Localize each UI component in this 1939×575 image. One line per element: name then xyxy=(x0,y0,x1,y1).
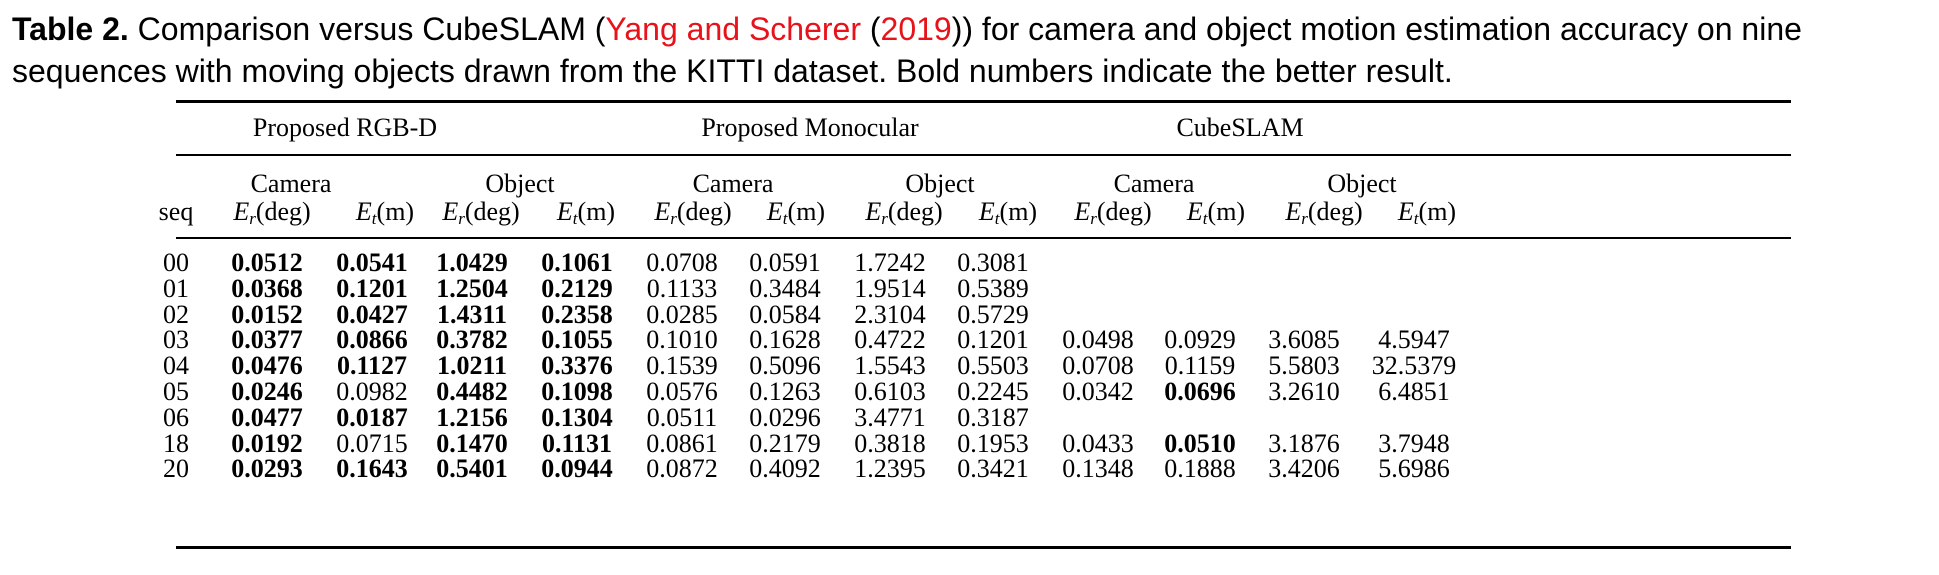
seq-cell: 04 xyxy=(163,351,189,381)
value-cell: 1.0429 xyxy=(436,248,508,277)
value-cell: 0.0511 xyxy=(646,402,718,432)
value-cell: 0.0982 xyxy=(336,377,408,406)
value-cell: 1.7242 xyxy=(854,248,926,277)
value-cell: 0.0576 xyxy=(646,377,718,406)
value-cell: 0.3376 xyxy=(541,351,613,381)
group-header: Proposed Monocular xyxy=(701,113,919,142)
value-cell: 1.4311 xyxy=(436,299,508,329)
value-cell: 0.3187 xyxy=(957,402,1029,432)
citation-year-link[interactable]: 2019 xyxy=(880,11,952,47)
value-cell: 0.1061 xyxy=(541,248,613,277)
value-cell: 1.9514 xyxy=(854,273,926,303)
value-cell: 0.1201 xyxy=(957,325,1029,355)
value-cell: 0.1133 xyxy=(646,273,718,303)
value-cell: 0.0696 xyxy=(1164,377,1236,406)
value-cell: 0.0187 xyxy=(336,402,408,432)
value-cell: 0.1888 xyxy=(1164,454,1236,484)
value-cell: 0.2245 xyxy=(957,377,1029,406)
value-cell: 0.0477 xyxy=(231,402,303,432)
value-cell: 0.0944 xyxy=(541,454,613,484)
value-cell: 0.0152 xyxy=(231,299,303,329)
value-cell: 3.4206 xyxy=(1268,454,1340,484)
value-cell: 0.5401 xyxy=(436,454,508,484)
value-cell: 0.5729 xyxy=(957,299,1029,329)
value-cell: 0.5389 xyxy=(957,273,1029,303)
value-cell: 5.5803 xyxy=(1268,351,1340,381)
value-cell: 0.0929 xyxy=(1164,325,1236,355)
value-cell: 0.0342 xyxy=(1062,377,1134,406)
seq-cell: 03 xyxy=(163,325,189,355)
metric-header: $E_r(deg)$ xyxy=(442,197,520,228)
value-cell: 4.5947 xyxy=(1378,325,1450,355)
citation-authors-link[interactable]: Yang and Scherer xyxy=(605,11,861,47)
table-group-rule xyxy=(176,154,1791,156)
seq-cell: 05 xyxy=(163,377,189,406)
metric-header: $E_r(deg)$ xyxy=(654,197,732,228)
value-cell: 0.1131 xyxy=(541,428,613,458)
value-cell: 3.4771 xyxy=(854,402,926,432)
value-cell: 0.1098 xyxy=(541,377,613,406)
metric-header: $E_t(m)$ xyxy=(978,197,1038,228)
subgroup-header: Object xyxy=(1327,169,1397,198)
value-cell: 0.0715 xyxy=(336,428,408,458)
value-cell: 0.2358 xyxy=(541,299,613,329)
value-cell: 3.6085 xyxy=(1268,325,1340,355)
value-cell: 1.2156 xyxy=(436,402,508,432)
seq-header: seq xyxy=(158,197,194,226)
value-cell: 0.0861 xyxy=(646,428,718,458)
value-cell: 0.0510 xyxy=(1164,428,1236,458)
group-header: CubeSLAM xyxy=(1176,113,1304,142)
table-header-rule xyxy=(176,237,1791,239)
value-cell: 0.0293 xyxy=(231,454,303,484)
value-cell: 0.0192 xyxy=(231,428,303,458)
value-cell: 0.0476 xyxy=(231,351,303,381)
metric-header: $E_r(deg)$ xyxy=(1285,197,1363,228)
subgroup-header: Camera xyxy=(1113,169,1195,198)
value-cell: 2.3104 xyxy=(854,299,926,329)
value-cell: 0.1127 xyxy=(336,351,408,381)
metric-header: $E_r(deg)$ xyxy=(865,197,943,228)
value-cell: 0.0427 xyxy=(336,299,408,329)
value-cell: 0.6103 xyxy=(854,377,926,406)
value-cell: 0.3818 xyxy=(854,428,926,458)
value-cell: 0.4092 xyxy=(749,454,821,484)
metric-header: $E_t(m)$ xyxy=(355,197,415,228)
value-cell: 0.0584 xyxy=(749,299,821,329)
metric-header: $E_t(m)$ xyxy=(1397,197,1457,228)
value-cell: 0.5096 xyxy=(749,351,821,381)
table-caption xyxy=(12,8,1932,92)
value-cell: 0.0285 xyxy=(646,299,718,329)
caption-text-1: Comparison versus CubeSLAM ( xyxy=(128,11,606,47)
metric-header: $E_r(deg)$ xyxy=(233,197,311,228)
seq-cell: 20 xyxy=(163,454,189,484)
value-cell: 1.0211 xyxy=(436,351,508,381)
value-cell: 0.1055 xyxy=(541,325,613,355)
value-cell: 0.2179 xyxy=(749,428,821,458)
value-cell: 0.5503 xyxy=(957,351,1029,381)
seq-cell: 00 xyxy=(163,248,189,277)
value-cell: 0.3421 xyxy=(957,454,1029,484)
value-cell: 1.2395 xyxy=(854,454,926,484)
value-cell: 3.7948 xyxy=(1378,428,1450,458)
value-cell: 0.0541 xyxy=(336,248,408,277)
value-cell: 0.1010 xyxy=(646,325,718,355)
value-cell: 0.1159 xyxy=(1164,351,1236,381)
caption-text-2: ( xyxy=(860,11,881,47)
value-cell: 0.1470 xyxy=(436,428,508,458)
value-cell: 0.0708 xyxy=(646,248,718,277)
caption-label: Table 2. xyxy=(12,11,129,47)
value-cell: 0.1628 xyxy=(749,325,821,355)
value-cell: 0.0377 xyxy=(231,325,303,355)
value-cell: 0.0591 xyxy=(749,248,821,277)
group-header: Proposed RGB-D xyxy=(252,113,438,142)
seq-cell: 01 xyxy=(163,273,189,303)
seq-cell: 18 xyxy=(163,428,189,458)
value-cell: 0.0246 xyxy=(231,377,303,406)
value-cell: 0.0368 xyxy=(231,273,303,303)
value-cell: 0.3782 xyxy=(436,325,508,355)
subgroup-header: Camera xyxy=(692,169,774,198)
value-cell: 0.0512 xyxy=(231,248,303,277)
metric-header: $E_t(m)$ xyxy=(556,197,616,228)
table-bottom-rule xyxy=(176,546,1791,549)
value-cell: 0.1643 xyxy=(336,454,408,484)
subgroup-header: Camera xyxy=(250,169,332,198)
subgroup-header: Object xyxy=(905,169,975,198)
seq-cell: 02 xyxy=(163,299,189,329)
value-cell: 0.0872 xyxy=(646,454,718,484)
value-cell: 0.1263 xyxy=(749,377,821,406)
value-cell: 1.5543 xyxy=(854,351,926,381)
value-cell: 0.1304 xyxy=(541,402,613,432)
seq-cell: 06 xyxy=(163,402,189,432)
value-cell: 0.3081 xyxy=(957,248,1029,277)
value-cell: 0.1539 xyxy=(646,351,718,381)
value-cell: 3.2610 xyxy=(1268,377,1340,406)
value-cell: 0.0296 xyxy=(749,402,821,432)
value-cell: 5.6986 xyxy=(1378,454,1450,484)
value-cell: 0.2129 xyxy=(541,273,613,303)
value-cell: 0.0866 xyxy=(336,325,408,355)
value-cell: 0.0433 xyxy=(1062,428,1134,458)
metric-header: $E_t(m)$ xyxy=(1186,197,1246,228)
table-top-rule xyxy=(176,100,1791,103)
subgroup-header: Object xyxy=(485,169,555,198)
value-cell: 0.1201 xyxy=(336,273,408,303)
value-cell: 6.4851 xyxy=(1378,377,1450,406)
value-cell: 0.1348 xyxy=(1062,454,1134,484)
value-cell: 0.0708 xyxy=(1062,351,1134,381)
caption-text-3: )) for camera and object motion estimation accuracy on nine sequences with moving objects drawn from the KITTI dataset. Bold numbers indicate the better result. xyxy=(12,11,1802,89)
value-cell: 0.4722 xyxy=(854,325,926,355)
value-cell: 32.5379 xyxy=(1371,351,1457,381)
value-cell: 0.4482 xyxy=(436,377,508,406)
value-cell: 3.1876 xyxy=(1268,428,1340,458)
value-cell: 0.0498 xyxy=(1062,325,1134,355)
value-cell: 1.2504 xyxy=(436,273,508,303)
metric-header: $E_r(deg)$ xyxy=(1074,197,1152,228)
value-cell: 0.3484 xyxy=(749,273,821,303)
metric-header: $E_t(m)$ xyxy=(766,197,826,228)
value-cell: 0.1953 xyxy=(957,428,1029,458)
